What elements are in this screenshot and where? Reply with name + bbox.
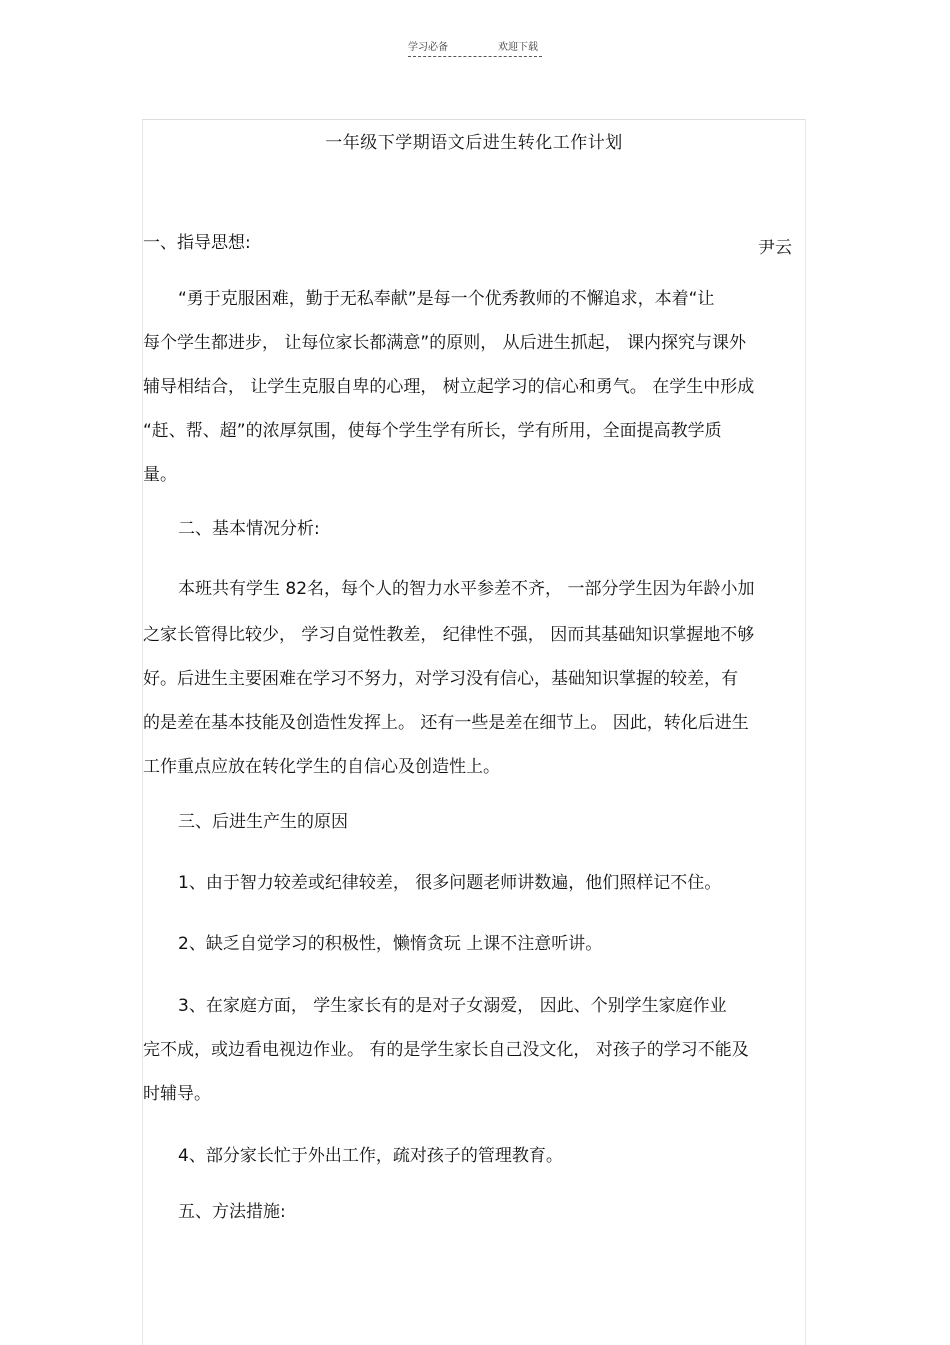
list-item: 1、由于智力较差或纪律较差， 很多问题老师讲数遍，他们照样记不住。 [178, 873, 722, 893]
paragraph-line: 辅导相结合， 让学生克服自卑的心理， 树立起学习的信心和勇气。 在学生中形成 [143, 377, 755, 397]
paragraph-line: 完不成，或边看电视边作业。 有的是学生家长自己没文化， 对孩子的学习不能及 [143, 1040, 749, 1060]
paragraph-line: “勇于克服困难，勤于无私奉献”是每一个优秀教师的不懈追求，本着“让 [178, 289, 715, 309]
document-title: 一年级下学期语文后进生转化工作计划 [325, 133, 623, 153]
paragraph-line: “赶、帮、超”的浓厚氛围，使每个学生学有所长，学有所用，全面提高教学质 [143, 421, 722, 441]
author-name: 尹云 [758, 238, 792, 258]
paragraph-line: 好。后进生主要困难在学习不努力，对学习没有信心，基础知识掌握的较差，有 [143, 669, 738, 689]
section-heading-methods: 五、方法措施: [178, 1202, 286, 1222]
paragraph-line: 本班共有学生 82名，每个人的智力水平参差不齐， 一部分学生因为年龄小加 [178, 579, 755, 599]
paragraph-line: 量。 [143, 465, 177, 485]
list-item: 3、在家庭方面， 学生家长有的是对子女溺爱， 因此、个别学生家庭作业 [178, 996, 727, 1016]
section-heading-causes: 三、后进生产生的原因 [178, 812, 348, 832]
page-header [408, 38, 542, 57]
section-heading-situation: 二、基本情况分析: [178, 519, 320, 539]
paragraph-line: 的是差在基本技能及创造性发挥上。 还有一些是差在细节上。 因此，转化后进生 [143, 713, 749, 733]
section-heading-guiding-thought: 一、指导思想: [143, 233, 251, 253]
paragraph-line: 每个学生都进步， 让每位家长都满意”的原则， 从后进生抓起， 课内探究与课外 [143, 333, 747, 353]
header-right-text: 欢迎下载 [498, 42, 538, 53]
paragraph-line: 之家长管得比较少， 学习自觉性教差， 纪律性不强， 因而其基础知识掌握地不够 [143, 625, 755, 645]
list-item: 4、部分家长忙于外出工作，疏对孩子的管理教育。 [178, 1146, 563, 1166]
paragraph-line: 时辅导。 [143, 1084, 211, 1104]
header-left-text: 学习必备 [408, 42, 448, 53]
paragraph-line: 工作重点应放在转化学生的自信心及创造性上。 [143, 757, 500, 777]
list-item: 2、缺乏自觉学习的积极性，懒惰贪玩 上课不注意听讲。 [178, 934, 603, 954]
